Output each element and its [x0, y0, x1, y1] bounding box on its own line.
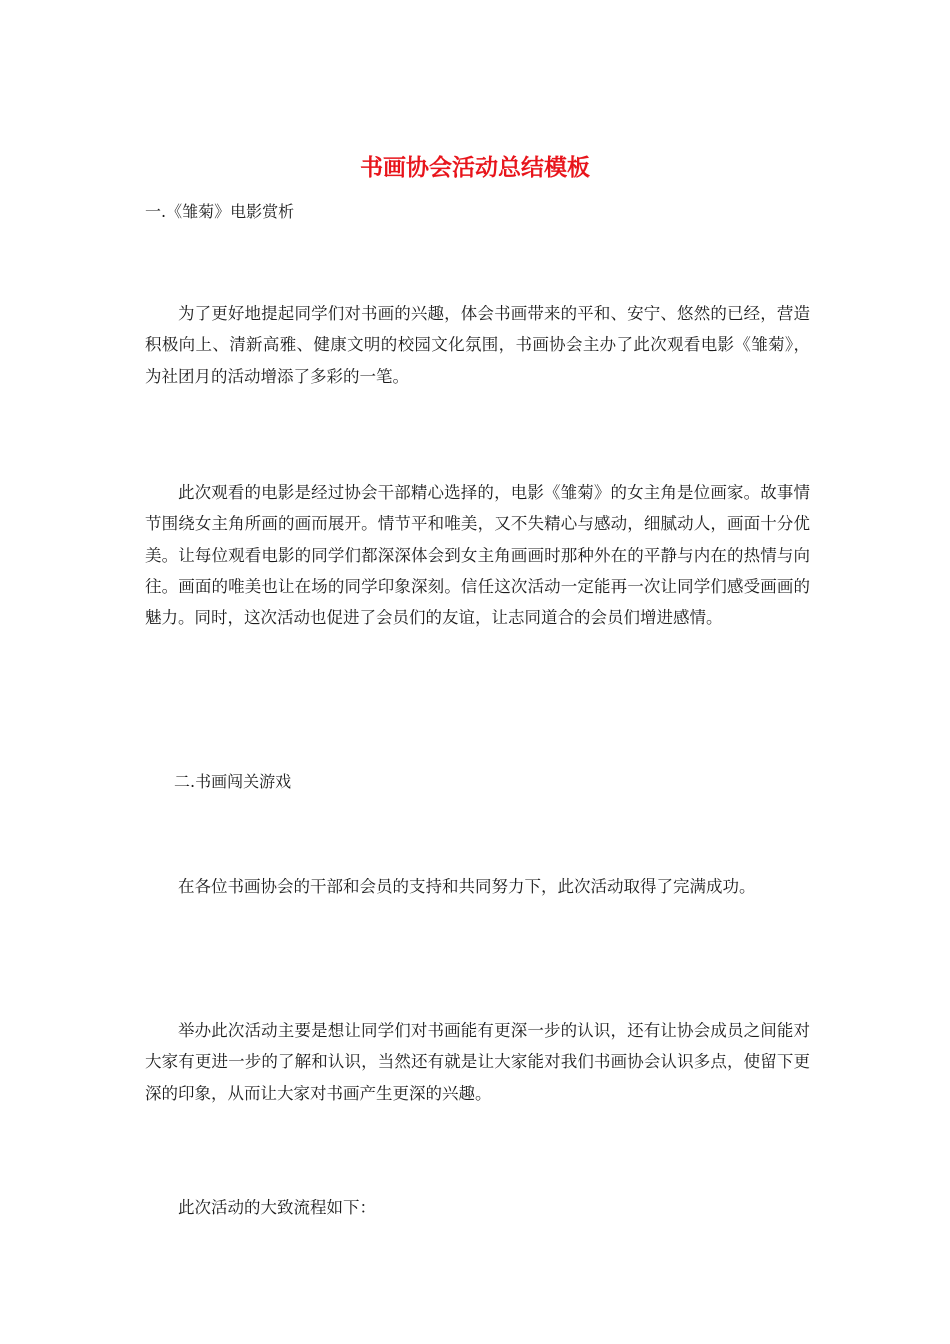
- paragraph-4: 举办此次活动主要是想让同学们对书画能有更深一步的认识，还有让协会成员之间能对大家有更进一步的了解和认识，当然还有就是让大家能对我们书画协会认识多点，使留下更深的印象，从而让大家对书画产生更深的兴趣。: [145, 1021, 810, 1103]
- paragraph-2: 此次观看的电影是经过协会干部精心选择的，电影《雏菊》的女主角是位画家。故事情节围绕女主角所画的画而展开。情节平和唯美，又不失精心与感动，细腻动人，画面十分优美。让每位观看电影的同学们都深深体会到女主角画画时那种外在的平静与内在的热情与向往。画面的唯美也让在场的同学印象深刻。信任这次活动一定能再一次让同学们感受画画的魅力。同时，这次活动也促进了会员们的友谊，让志同道合的会员们增进感情。: [145, 483, 810, 628]
- paragraph-1: 为了更好地提起同学们对书画的兴趣，体会书画带来的平和、安宁、悠然的已经，营造积极向上、清新高雅、健康文明的校园文化氛围，书画协会主办了此次观看电影《雏菊》，为社团月的活动增添了多彩的一笔。: [145, 304, 810, 386]
- section-heading-2: 二.书画闯关游戏: [174, 772, 292, 791]
- document-title: 书画协会活动总结模板: [360, 154, 590, 181]
- section-heading-1: 一.《雏菊》电影赏析: [145, 202, 295, 221]
- paragraph-3: 在各位书画协会的干部和会员的支持和共同努力下，此次活动取得了完满成功。: [178, 877, 756, 896]
- paragraph-5: 此次活动的大致流程如下：: [178, 1198, 376, 1217]
